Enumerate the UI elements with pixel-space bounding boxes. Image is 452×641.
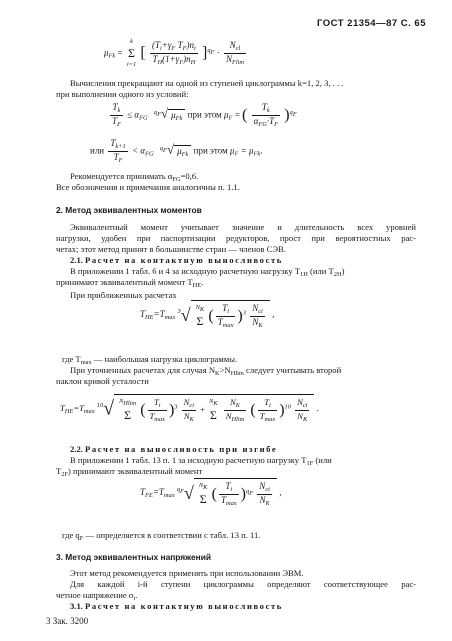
formula1-n-ratio: $\frac{N_{cl}}{N_{Flim}}$ bbox=[225, 40, 245, 66]
condition-1: $\frac{T_k}{T_F}$ ≤ $\alpha_{FG}$ $^{qF}$√ $\mu_{Fk}$ при этом $\mu_F$ = ( $\frac{T_k}{\alpha_{FG}\cdot T_F}$ )$^{qF}$ bbox=[112, 102, 297, 128]
page-header: ГОСТ 21354—87 С. 65 bbox=[316, 18, 426, 29]
para3-line1: Эквивалентный момент учитывает значение и длительность всех уровней bbox=[70, 222, 416, 232]
para5-line1: где $T_{max}$ — наибольшая нагрузка циклограммы. bbox=[62, 354, 238, 366]
para8-line2: Для каждой i-й ступени циклограммы определяют соответствующее рас- bbox=[70, 579, 416, 589]
subsection-2-2: 2.2. Расчет на выносливость при изгибе bbox=[70, 444, 278, 454]
page-footer: 3 Зак. 3200 bbox=[46, 616, 89, 626]
para2-line1: Рекомендуется принимать $\alpha_{FG}=0,6$. bbox=[70, 171, 199, 183]
para1-line2: при выполнении одного из условий: bbox=[56, 89, 189, 99]
para8-line1: Этот метод рекомендуется применять при использовании ЭВМ. bbox=[70, 568, 304, 578]
sum-symbol: k Σ i=1 bbox=[126, 38, 137, 68]
formula1-fraction: $\frac{(T_i+\gamma_F T_F)n_i}{T_H(1+\gamma_F)n_H}$ bbox=[151, 40, 196, 66]
para6-line1: В приложении 1 табл. 13 п. 1 за исходную расчетную нагрузку $T_{1F}$ (или bbox=[70, 455, 332, 467]
para7: где $q_F$ — определяется в соответствии с табл. 13 п. 11. bbox=[62, 530, 261, 542]
para2-line2: Все обозначения и примечания аналогичны п. 1.1. bbox=[56, 182, 240, 192]
para4-line3: При приближенных расчетах bbox=[70, 290, 177, 300]
para5-line3: наклон кривой усталости bbox=[56, 376, 149, 386]
condition-2: или $\frac{T_{k+1}}{T_F}$ < $\alpha_{FG}$ $^{qF}$√ $\mu_{Fk}$ при этом $\mu_F = \mu_{Fk}$. bbox=[90, 138, 263, 164]
subsection-2-1: 2.1. Расчет на контактную выносливость bbox=[70, 255, 283, 265]
subsection-3-1: 3.1. Расчет на контактную выносливость bbox=[70, 601, 283, 611]
formula-mu-fk: $\mu_{Fk}$ = k Σ i=1 [ $\frac{(T_i+\gamma_F T_F)n_i}{T_H(1+\gamma_F)n_H}$ ]$^{qF}$ · $\frac{N_{cl}}{N_{Flim}}$ bbox=[104, 38, 245, 68]
formula-the-refined: $T_{HE}=T_{max}$ $^{10}$√ NHlim Σ ( $\frac{T_i}{T_{max}}$ )$^3$ $\frac{N_{ci}}{N_K}$ + NK Σ $\frac{N_K}{N_{Hlim}}$ ( $\frac{T_i}{T_{max}}$ )$^{10}$ $\frac{N_{ci}}{N_K}$ . bbox=[60, 394, 319, 424]
para3-line2: нагрузки, удобен при паспортизации редукторов, прост при вероятностных рас- bbox=[56, 233, 416, 243]
para6-line2: $T_{2F}$) принимают эквивалентный момент bbox=[56, 466, 203, 478]
section-3-title: 3. Метод эквивалентных напряжений bbox=[56, 552, 212, 562]
para4-line1: В приложении 1 табл. 6 и 4 за исходную расчетную нагрузку $T_{1H}$ (или $T_{2H}$) bbox=[70, 266, 345, 278]
para1-line1: Вычисления прекращают на одной из ступеней циклограммы k=1, 2, 3, . . . bbox=[70, 78, 344, 88]
para4-line2: принимают эквивалентный момент $T_{HE}$. bbox=[56, 277, 204, 289]
para8-line3: четное напряжение $\sigma_i$. bbox=[56, 590, 138, 602]
para3-line3: четах; этот метод принят в большинстве стран — членов СЭВ. bbox=[56, 244, 286, 254]
formula-the-approx: $T_{HE}=T_{max}$ $^3$√ NK Σ ( $\frac{T_i}{T_{max}}$ )$^3$ $\frac{N_{ci}}{N_K}$ , bbox=[140, 300, 274, 330]
para5-line2: При уточненных расчетах для случая $N_K>N_{Hlim}$ следует учитывать второй bbox=[70, 365, 342, 377]
section-2-title: 2. Метод эквивалентных моментов bbox=[56, 205, 202, 215]
formula-tfe: $T_{FE}=T_{max}$ $^{qF}$√ NK Σ ( $\frac{T_i}{T_{max}}$ )$^{qF}$ $\frac{N_{ci}}{N_K}$ , bbox=[140, 478, 281, 508]
